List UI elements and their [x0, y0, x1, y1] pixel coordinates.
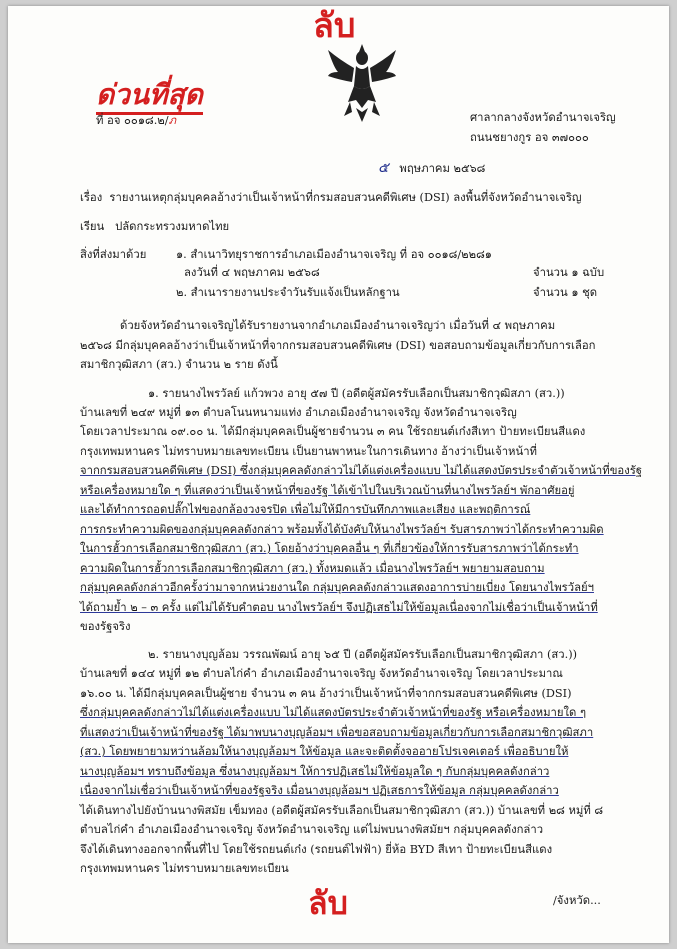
body-line: ๑. รายนางไพรวัลย์ แก้วพวง อายุ ๕๗ ปี (อดีตผู้สมัครรับเลือกเป็นสมาชิกวุฒิสภา (สว.)) — [148, 387, 565, 400]
classification-stamp-bottom: ลับ — [308, 884, 348, 922]
date-month-year: พฤษภาคม ๒๕๖๘ — [399, 162, 486, 175]
recipient-label: เรียน — [80, 220, 105, 233]
body-line: ด้วยจังหวัดอำนาจเจริญได้รับรายงานจากอำเภอเมืองอำนาจเจริญว่า เมื่อวันที่ ๔ พฤษภาคม — [120, 319, 556, 332]
subject-label: เรื่อง — [80, 191, 103, 204]
body-line: กรุงเทพมหานคร ไม่ทราบหมายเลขทะเบียน — [80, 862, 289, 875]
recipient-line — [80, 220, 229, 234]
enclosures-label: สิ่งที่ส่งมาด้วย — [80, 248, 147, 261]
recipient-text: ปลัดกระทรวงมหาดไทย — [115, 220, 230, 233]
body-line: จากกรมสอบสวนคดีพิเศษ (DSI) ซึ่งกลุ่มบุคคลดังกล่าวไม่ได้แต่งเครื่องแบบ ไม่ได้แสดงบัตรประจำตัวเจ้าหน้าที่ของรัฐ — [80, 464, 643, 477]
body-line: สมาชิกวุฒิสภา (สว.) จำนวน ๒ ราย ดังนี้ — [80, 358, 278, 371]
body-line: การกระทำความผิดของกลุ่มบุคคลดังกล่าว พร้อมทั้งได้บังคับให้นางไพรวัลย์ฯ รับสารภาพว่าได้กระทำความผิด — [80, 523, 604, 536]
body-line: ของรัฐจริง — [80, 620, 131, 633]
body-line: ตำบลไก่คำ อำเภอเมืองอำนาจเจริญ จังหวัดอำนาจเจริญ แต่ไม่พบนางพิสมัยฯ กลุ่มบุคคลดังกล่าว — [80, 823, 544, 836]
body-line: เนื่องจากไม่เชื่อว่าเป็นเจ้าหน้าที่ของรัฐจริง เมื่อนางบุญล้อมฯ ปฏิเสธการให้ข้อมูล กลุ่มบุคคลดังกล่าว — [80, 784, 559, 797]
body-line: ๒. รายนางบุญล้อม วรรณพัฒน์ อายุ ๖๕ ปี (อดีตผู้สมัครรับเลือกเป็นสมาชิกวุฒิสภา (สว.)) — [148, 648, 578, 661]
body-line: และได้ทำการถอดปลั๊กไฟของกล้องวงจรปิด เพื่อไม่ให้มีการบันทึกภาพและเสียง และพฤติการณ์ — [80, 503, 531, 516]
body-line: ๒๕๖๘ มีกลุ่มบุคคลอ้างว่าเป็นเจ้าหน้าที่จากกรมสอบสวนคดีพิเศษ (DSI) ขอสอบถามข้อมูลเกี่ยวกับการเลือก — [80, 339, 596, 352]
body-line: บ้านเลขที่ ๑๔๔ หมู่ที่ ๑๒ ตำบลไก่คำ อำเภอเมืองอำนาจเจริญ จังหวัดอำนาจเจริญ โดยเวลาประมาณ — [80, 667, 563, 680]
body-line: ซึ่งกลุ่มบุคคลดังกล่าวไม่ได้แต่งเครื่องแบบ ไม่ได้แสดงบัตรประจำตัวเจ้าหน้าที่ของรัฐ หรือเครื่องหมายใด ๆ — [80, 706, 587, 719]
body-line: นางบุญล้อมฯ ทราบถึงข้อมูล ซึ่งนางบุญล้อมฯ ให้การปฏิเสธไม่ให้ข้อมูลใด ๆ กับกลุ่มบุคคลดังกล่าว — [80, 765, 550, 778]
office-address: ถนนชยางกูร อจ ๓๗๐๐๐ — [470, 131, 589, 144]
continued-marker: /จังหวัด... — [553, 894, 601, 907]
date-day-handwritten: ๕ — [378, 160, 389, 176]
office-name: ศาลากลางจังหวัดอำนาจเจริญ — [470, 111, 616, 124]
body-line: ๑๖.๐๐ น. ได้มีกลุ่มบุคคลเป็นผู้ชาย จำนวน ๓ คน อ้างว่าเป็นเจ้าหน้าที่จากกรมสอบสวนคดีพิเศษ (DSI) — [80, 687, 572, 700]
body-line: บ้านเลขที่ ๒๔๙ หมู่ที่ ๑๓ ตำบลโนนหนามแท่ง อำเภอเมืองอำนาจเจริญ จังหวัดอำนาจเจริญ — [80, 406, 517, 419]
enclosure-2: ๒. สำเนารายงานประจำวันรับแจ้งเป็นหลักฐาน — [176, 286, 400, 299]
body-line: หรือเครื่องหมายใด ๆ ที่แสดงว่าเป็นเจ้าหน้าที่ของรัฐ ได้เข้าไปในบริเวณบ้านที่นางไพรวัลย์ฯ พักอาศัยอยู่ — [80, 484, 575, 497]
body-line: ได้เดินทางไปยังบ้านนางพิสมัย เข็มทอง (อดีตผู้สมัครรับเลือกเป็นสมาชิกวุฒิสภา (สว.)) บ้านเลขที่ ๒๘ หมู่ที่ ๘ — [80, 804, 604, 817]
body-line: ได้ถามย้ำ ๒ – ๓ ครั้ง แต่ไม่ได้รับคำตอบ นางไพรวัลย์ฯ จึงปฏิเสธไม่ให้ข้อมูลเนื่องจากไม่เชื่อว่าเป็นเจ้าหน้าที่ — [80, 601, 598, 614]
enclosure-2-count: จำนวน ๑ ชุด — [533, 286, 598, 299]
body-line: กรุงเทพมหานคร ไม่ทราบหมายเลขทะเบียน เป็นยานพาหนะในการเดินทาง อ้างว่าเป็นเจ้าหน้าที่ — [80, 445, 537, 458]
reference-number — [96, 114, 176, 128]
body-line: ในการฮั้วการเลือกสมาชิกวุฒิสภา (สว.) โดยอ้างว่าบุคคลอื่น ๆ ที่เกี่ยวข้องให้การรับสารภาพว่าได้กระทำ — [80, 542, 579, 555]
subject-text: รายงานเหตุกลุ่มบุคคลอ้างว่าเป็นเจ้าหน้าที่กรมสอบสวนคดีพิเศษ (DSI) ลงพื้นที่จังหวัดอำนาจเจริญ — [109, 191, 582, 204]
enclosure-1-line2: ลงวันที่ ๔ พฤษภาคม ๒๕๖๘ — [184, 266, 320, 279]
classification-stamp-top: ลับ — [313, 6, 356, 46]
enclosure-1-line1: ๑. สำเนาวิทยุราชการอำเภอเมืองอำนาจเจริญ ที่ อจ ๐๐๑๘/๒๒๘๑ — [176, 248, 492, 261]
subject-line — [80, 191, 582, 205]
body-line: (สว.) โดยพยายามหว่านล้อมให้นางบุญล้อมฯ ให้ข้อมูล และจะติดตั้งจออายโปรเจคเตอร์ เพื่ออธิบายให้ — [80, 745, 569, 758]
reference-prefix: ที่ อจ ๐๐๑๘.๒/ — [96, 114, 169, 127]
body-line: ความผิดในการฮั้วการเลือกสมาชิกวุฒิสภา (สว.) ทั้งหมดแล้ว เมื่อนางไพรวัลย์ฯ พยายามสอบถาม — [80, 562, 545, 575]
document-date — [378, 161, 485, 176]
body-line: กลุ่มบุคคลดังกล่าวอีกครั้งว่ามาจากหน่วยงานใด กลุ่มบุคคลดังกล่าวแสดงอาการบ่ายเบี่ยง โดยนางไพรวัลย์ฯ — [80, 581, 594, 594]
reference-handwritten: ภ — [168, 114, 177, 127]
garuda-emblem-icon — [326, 42, 398, 124]
body-line: โดยเวลาประมาณ ๐๙.๐๐ น. ได้มีกลุ่มบุคคลเป็นผู้ชายจำนวน ๓ คน ใช้รถยนต์เก๋งสีเทา ป้ายทะเบียนสีแดง — [80, 425, 586, 438]
document-page — [8, 6, 669, 943]
body-line: จึงได้เดินทางออกจากพื้นที่ไป โดยใช้รถยนต์เก๋ง (รถยนต์ไฟฟ้า) ยี่ห้อ BYD สีเทา ป้ายทะเบียนสีแดง — [80, 843, 553, 856]
enclosure-1-count: จำนวน ๑ ฉบับ — [533, 266, 605, 279]
body-line: ที่แสดงว่าเป็นเจ้าหน้าที่ของรัฐ ได้มาพบนางบุญล้อมฯ เพื่อขอสอบถามข้อมูลเกี่ยวกับการเลือกสมาชิกวุฒิสภา — [80, 726, 594, 739]
urgency-stamp: ด่วนที่สุด — [96, 78, 203, 115]
